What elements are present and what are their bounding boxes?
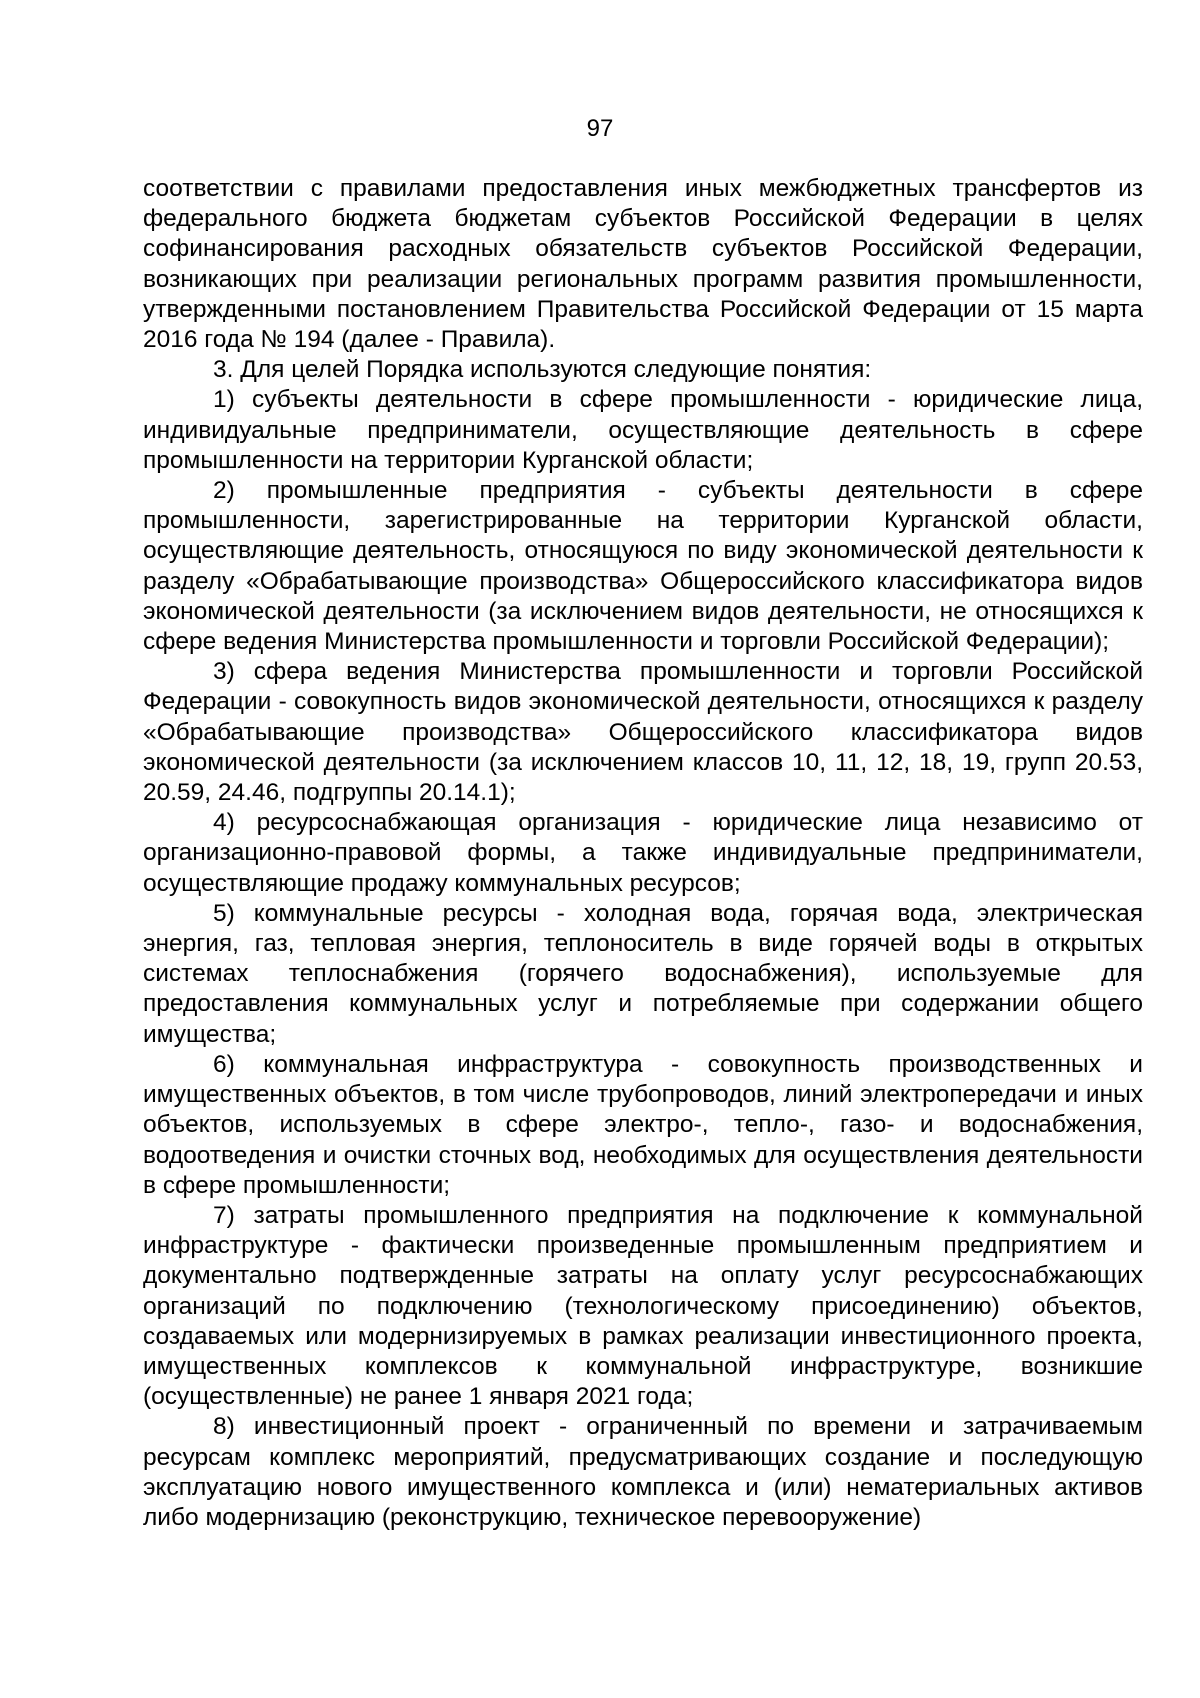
paragraph-definition-3: 3) сфера ведения Министерства промышленности и торговли Российской Федерации - совокупность видов экономической деятельности, относящихся к разделу «Обрабатывающие производства» Общероссийского классификатора видов экономической деятельности (за исключением классов 10, 11, 12, 18, 19, групп 20.53, 20.59, 24.46, подгруппы 20.14.1);: [143, 658, 1143, 807]
paragraph-clause-3: 3. Для целей Порядка используются следующие понятия:: [213, 356, 872, 384]
paragraph-definition-4: 4) ресурсоснабжающая организация - юридические лица независимо от организационно-правовой формы, а также индивидуальные предприниматели, осуществляющие продажу коммунальных ресурсов;: [143, 809, 1143, 897]
paragraph-definition-7: 7) затраты промышленного предприятия на подключение к коммунальной инфраструктуре - фактически произведенные промышленным предприятием и документально подтвержденные затраты на оплату услуг ресурсоснабжающих организаций по подключению (технологическому присоединению) объектов, создаваемых или модернизируемых в рамках реализации инвестиционного проекта, имущественных комплексов к коммунальной инфраструктуре, возникшие (осуществленные) не ранее 1 января 2021 года;: [143, 1201, 1143, 1411]
paragraph-definition-2: 2) промышленные предприятия - субъекты деятельности в сфере промышленности, зарегистрированные на территории Курганской области, осуществляющие деятельность, относящуюся по виду экономической деятельности к разделу «Обрабатывающие производства» Общероссийского классификатора видов экономической деятельности (за исключением видов деятельности, не относящихся к сфере ведения Министерства промышленности и торговли Российской Федерации);: [143, 477, 1143, 656]
paragraph-definition-6: 6) коммунальная инфраструктура - совокупность производственных и имущественных объектов, в том числе трубопроводов, линий электропередачи и иных объектов, используемых в сфере электро-, тепло-, газо- и водоснабжения, водоотведения и очистки сточных вод, необходимых для осуществления деятельности в сфере промышленности;: [143, 1050, 1143, 1199]
document-body: [143, 174, 1143, 1533]
paragraph-definition-8: 8) инвестиционный проект - ограниченный по времени и затрачиваемым ресурсам комплекс мероприятий, предусматривающих создание и последующую эксплуатацию нового имущественного комплекса и (или) нематериальных активов либо модернизацию (реконструкцию, техническое перевооружение): [143, 1413, 1143, 1531]
page-number: 97: [586, 115, 614, 142]
paragraph-definition-1: 1) субъекты деятельности в сфере промышленности - юридические лица, индивидуальные предприниматели, осуществляющие деятельность в сфере промышленности на территории Курганской области;: [143, 386, 1143, 474]
paragraph-definition-5: 5) коммунальные ресурсы - холодная вода, горячая вода, электрическая энергия, газ, тепловая энергия, теплоноситель в виде горячей воды в открытых системах теплоснабжения (горячего водоснабжения), используемые для предоставления коммунальных услуг и потребляемые при содержании общего имущества;: [143, 899, 1143, 1048]
paragraph-intro-continuation: соответствии с правилами предоставления иных межбюджетных трансфертов из федерального бюджета бюджетам субъектов Российской Федерации в целях софинансирования расходных обязательств субъектов Российской Федерации, возникающих при реализации региональных программ развития промышленности, утвержденными постановлением Правительства Российской Федерации от 15 марта 2016 года № 194 (далее - Правила).: [143, 175, 1143, 354]
